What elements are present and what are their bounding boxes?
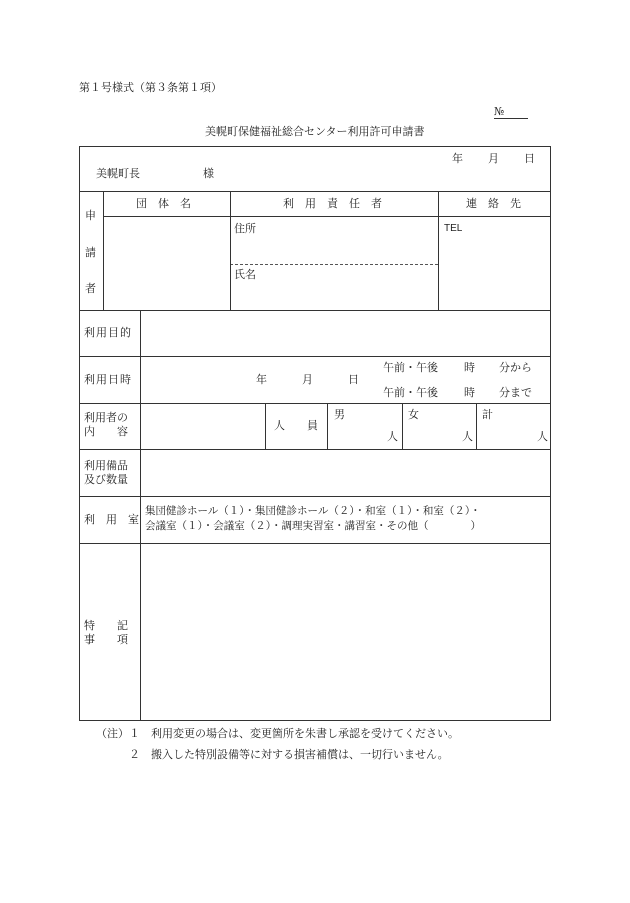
total-unit: 人 (537, 430, 548, 443)
column-line (402, 403, 403, 449)
female-label: 女 (408, 408, 419, 421)
form-title: 美幌町保健福祉総合センター利用許可申請書 (205, 125, 425, 138)
equipment-label-line2: 及び数量 (84, 473, 128, 486)
form-number: 第１号様式（第３条第１項） (79, 81, 222, 94)
addressee: 美幌町長 (96, 167, 140, 180)
row-line (79, 191, 551, 192)
minute-to: 分まで (499, 386, 532, 399)
datetime-year: 年 (256, 373, 267, 386)
ampm-end: 午前・午後 (383, 386, 438, 399)
users-label-line1: 利用者の (84, 411, 128, 424)
column-header-contact: 連 絡 先 (466, 197, 521, 210)
row-line (79, 403, 551, 404)
column-line (140, 310, 141, 721)
applicant-label-1: 申 (85, 209, 96, 222)
female-unit: 人 (462, 430, 473, 443)
document-number-label: № (494, 105, 505, 118)
datetime-label: 利用日時 (84, 373, 132, 386)
row-line (79, 543, 551, 544)
total-label: 計 (482, 408, 493, 421)
equipment-label-line1: 利用備品 (84, 459, 128, 472)
row-line (79, 356, 551, 357)
name-label: 氏名 (234, 268, 256, 281)
purpose-label: 利用目的 (84, 326, 132, 339)
note-2-number: ２ (129, 748, 140, 761)
note-1-text: 利用変更の場合は、変更箇所を朱書し承認を受けてください。 (151, 727, 459, 740)
applicant-label-3: 者 (85, 282, 96, 295)
date-day: 日 (524, 152, 535, 165)
hour-end: 時 (464, 386, 475, 399)
row-line (79, 496, 551, 497)
note-1-number: １ (129, 727, 140, 740)
column-line (230, 191, 231, 310)
datetime-day: 日 (348, 373, 359, 386)
users-label-line2: 内 容 (84, 425, 128, 438)
document-number-underline (494, 118, 528, 119)
date-year: 年 (452, 152, 463, 165)
male-unit: 人 (387, 430, 398, 443)
room-label: 利 用 室 (84, 513, 139, 526)
hour-start: 時 (464, 361, 475, 374)
male-label: 男 (334, 408, 345, 421)
row-line (79, 310, 551, 311)
note-2-text: 搬入した特別設備等に対する損害補償は、一切行いません。 (151, 748, 449, 761)
column-line (476, 403, 477, 449)
room-options-line2: 会議室（１）・会議室（２）・調理実習室・講習室・その他（ ） (145, 520, 481, 532)
column-header-responsible: 利 用 責 任 者 (283, 197, 382, 210)
row-line (103, 216, 551, 217)
column-line (103, 191, 104, 310)
column-line (438, 191, 439, 310)
address-label: 住所 (234, 222, 256, 235)
address-name-divider (230, 264, 438, 265)
tel-label: TEL (444, 223, 463, 234)
room-options-line1: 集団健診ホール（１）・集団健診ホール（２）・和室（１）・和室（２）・ (145, 505, 481, 517)
remarks-label-line1: 特 記 (84, 619, 128, 632)
column-line (265, 403, 266, 449)
form-table (79, 146, 551, 721)
applicant-label-2: 請 (85, 246, 96, 259)
persons-label: 人 員 (274, 419, 318, 432)
row-line (79, 449, 551, 450)
ampm-start: 午前・午後 (383, 361, 438, 374)
column-header-group: 団 体 名 (136, 197, 191, 210)
date-month: 月 (488, 152, 499, 165)
datetime-month: 月 (302, 373, 313, 386)
addressee-suffix: 様 (203, 167, 214, 180)
column-line (327, 403, 328, 449)
remarks-label-line2: 事 項 (84, 633, 128, 646)
minute-from: 分から (499, 361, 532, 374)
notes-heading: （注） (96, 727, 129, 740)
